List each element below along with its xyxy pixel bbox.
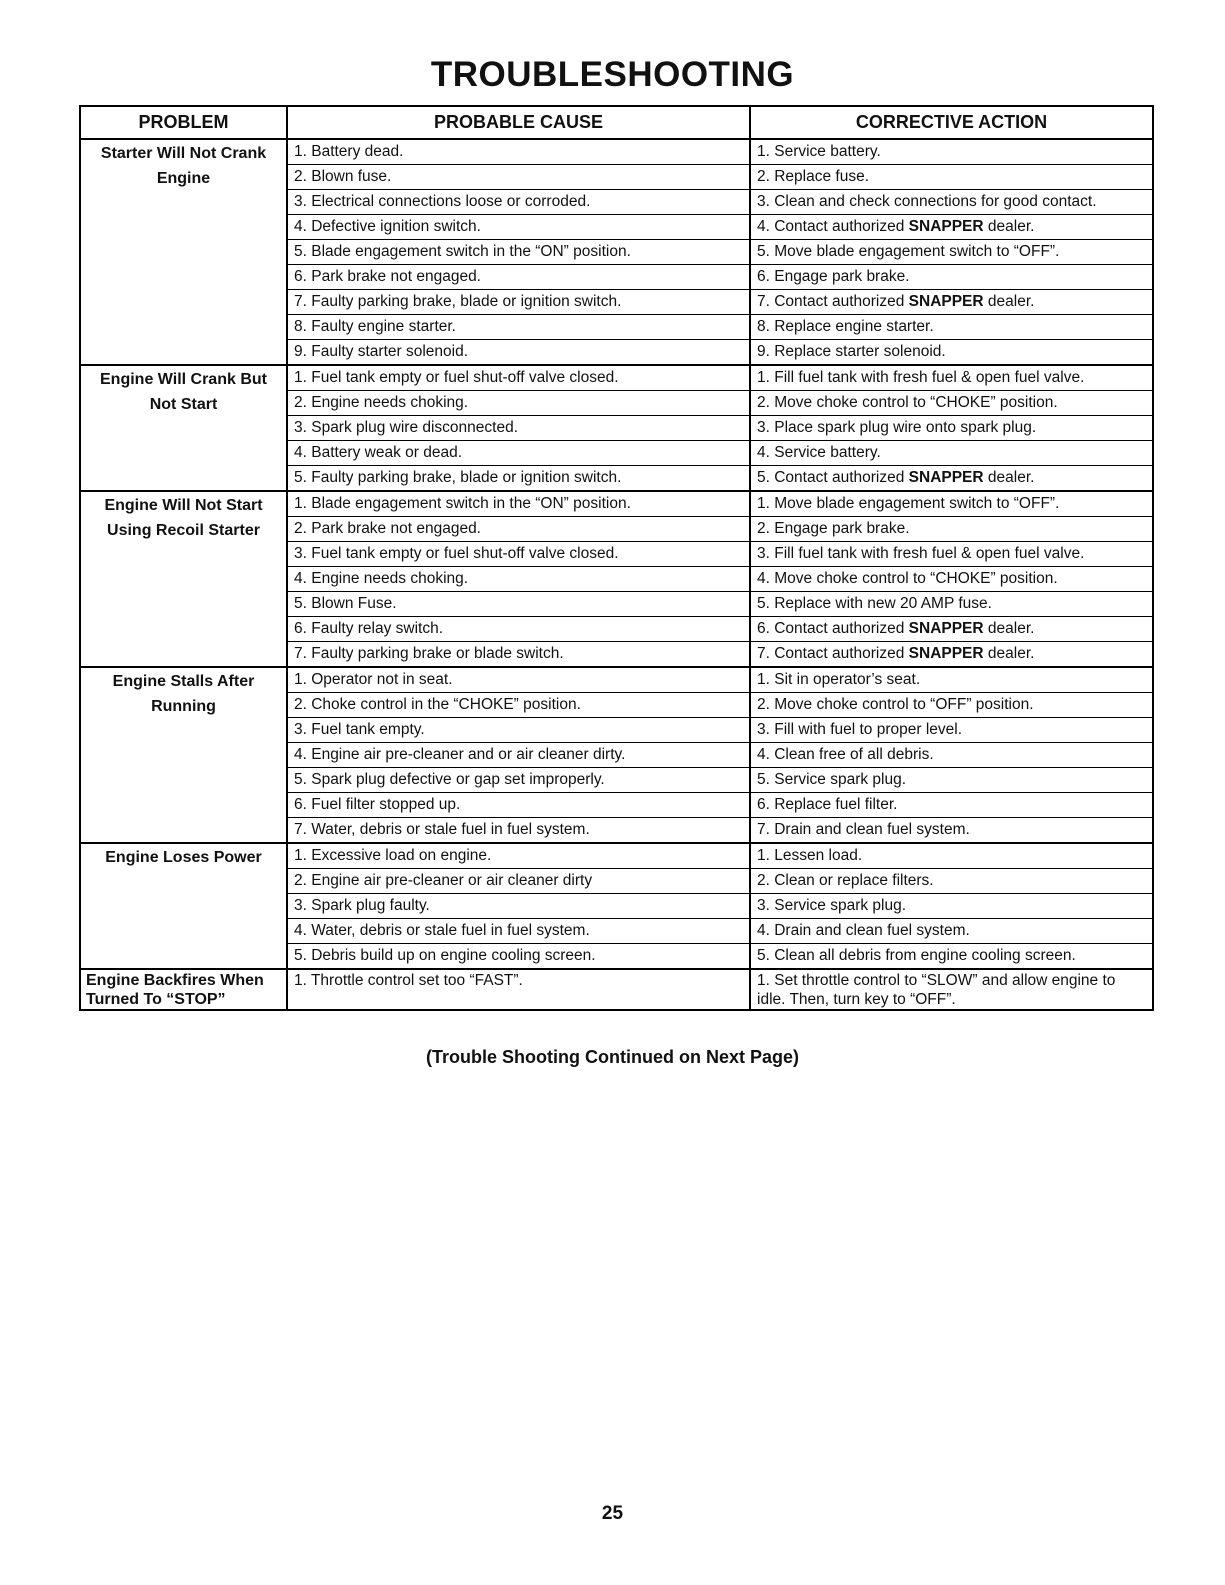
problem-label: Running: [151, 698, 216, 715]
action-text-suffix: dealer.: [983, 469, 1035, 486]
probable-cause-cell: 8. Faulty engine starter.: [287, 315, 750, 340]
corrective-action-cell: 8. Replace engine starter.: [750, 315, 1153, 340]
corrective-action-cell: [750, 466, 1153, 492]
problem-cell: [80, 365, 287, 491]
action-text: 5. Contact authorized: [757, 469, 909, 486]
action-text-suffix: dealer.: [983, 293, 1035, 310]
corrective-action-cell: 4. Clean free of all debris.: [750, 743, 1153, 768]
brand-name: SNAPPER: [908, 218, 984, 235]
corrective-action-cell: 1. Set throttle control to “SLOW” and allow engine to idle. Then, turn key to “OFF”.: [750, 969, 1153, 1010]
problem-label: Engine Loses Power: [105, 849, 262, 866]
corrective-action-cell: 3. Place spark plug wire onto spark plug.: [750, 416, 1153, 441]
action-text-suffix: dealer.: [983, 218, 1035, 235]
corrective-action-cell: [750, 642, 1153, 668]
brand-name: SNAPPER: [908, 645, 984, 662]
probable-cause-cell: 4. Defective ignition switch.: [287, 215, 750, 240]
corrective-action-cell: [750, 215, 1153, 240]
action-text-suffix: dealer.: [983, 620, 1035, 637]
corrective-action-cell: 4. Drain and clean fuel system.: [750, 919, 1153, 944]
corrective-action-cell: 5. Service spark plug.: [750, 768, 1153, 793]
problem-label: Not Start: [149, 396, 218, 413]
table-row: [80, 491, 1153, 517]
problem-cell: [80, 139, 287, 365]
probable-cause-cell: 7. Water, debris or stale fuel in fuel system.: [287, 818, 750, 844]
corrective-action-cell: 3. Fill with fuel to proper level.: [750, 718, 1153, 743]
action-text: 7. Contact authorized: [757, 645, 909, 662]
corrective-action-cell: 2. Replace fuse.: [750, 165, 1153, 190]
probable-cause-cell: 4. Water, debris or stale fuel in fuel system.: [287, 919, 750, 944]
probable-cause-cell: 3. Fuel tank empty.: [287, 718, 750, 743]
problem-label: Turned To “STOP”: [86, 991, 226, 1008]
header-problem: PROBLEM: [80, 106, 287, 139]
probable-cause-cell: 1. Excessive load on engine.: [287, 843, 750, 869]
corrective-action-cell: 2. Clean or replace filters.: [750, 869, 1153, 894]
corrective-action-cell: 5. Clean all debris from engine cooling screen.: [750, 944, 1153, 970]
probable-cause-cell: 3. Spark plug wire disconnected.: [287, 416, 750, 441]
corrective-action-cell: 2. Engage park brake.: [750, 517, 1153, 542]
page-title: TROUBLESHOOTING: [430, 55, 795, 94]
problem-label: Engine Backfires When: [86, 972, 264, 989]
header-probable-cause: PROBABLE CAUSE: [287, 106, 750, 139]
corrective-action-cell: 4. Service battery.: [750, 441, 1153, 466]
problem-label: Engine Will Not Start: [104, 497, 263, 514]
probable-cause-cell: 6. Fuel filter stopped up.: [287, 793, 750, 818]
table-body: [80, 139, 1153, 1010]
probable-cause-cell: 9. Faulty starter solenoid.: [287, 340, 750, 366]
corrective-action-cell: 1. Move blade engagement switch to “OFF”.: [750, 491, 1153, 517]
probable-cause-cell: 1. Operator not in seat.: [287, 667, 750, 693]
corrective-action-cell: 1. Lessen load.: [750, 843, 1153, 869]
corrective-action-cell: 5. Move blade engagement switch to “OFF”.: [750, 240, 1153, 265]
corrective-action-cell: 9. Replace starter solenoid.: [750, 340, 1153, 366]
page-number: 25: [601, 1503, 624, 1524]
table-row: [80, 969, 1153, 1010]
troubleshooting-table: [79, 105, 1154, 1011]
corrective-action-cell: 2. Move choke control to “CHOKE” position.: [750, 391, 1153, 416]
probable-cause-cell: 5. Blown Fuse.: [287, 592, 750, 617]
corrective-action-cell: 5. Replace with new 20 AMP fuse.: [750, 592, 1153, 617]
corrective-action-cell: 2. Move choke control to “OFF” position.: [750, 693, 1153, 718]
corrective-action-cell: 1. Fill fuel tank with fresh fuel & open fuel valve.: [750, 365, 1153, 391]
probable-cause-cell: 2. Engine air pre-cleaner or air cleaner dirty: [287, 869, 750, 894]
probable-cause-cell: 4. Engine needs choking.: [287, 567, 750, 592]
probable-cause-cell: 6. Park brake not engaged.: [287, 265, 750, 290]
table-header-row: [80, 106, 1153, 139]
probable-cause-cell: 1. Battery dead.: [287, 139, 750, 165]
corrective-action-cell: 3. Service spark plug.: [750, 894, 1153, 919]
corrective-action-cell: 1. Sit in operator’s seat.: [750, 667, 1153, 693]
probable-cause-cell: 7. Faulty parking brake or blade switch.: [287, 642, 750, 668]
corrective-action-cell: 6. Engage park brake.: [750, 265, 1153, 290]
action-text: 4. Contact authorized: [757, 218, 909, 235]
probable-cause-cell: 5. Spark plug defective or gap set improperly.: [287, 768, 750, 793]
probable-cause-cell: 7. Faulty parking brake, blade or ignition switch.: [287, 290, 750, 315]
problem-label: Engine: [156, 170, 211, 187]
probable-cause-cell: 6. Faulty relay switch.: [287, 617, 750, 642]
probable-cause-cell: 4. Engine air pre-cleaner and or air cleaner dirty.: [287, 743, 750, 768]
probable-cause-cell: 5. Faulty parking brake, blade or ignition switch.: [287, 466, 750, 492]
brand-name: SNAPPER: [908, 293, 984, 310]
problem-cell: [80, 667, 287, 843]
probable-cause-cell: 2. Choke control in the “CHOKE” position.: [287, 693, 750, 718]
problem-cell: [80, 491, 287, 667]
corrective-action-cell: 4. Move choke control to “CHOKE” position.: [750, 567, 1153, 592]
brand-name: SNAPPER: [908, 620, 984, 637]
corrective-action-cell: 6. Replace fuel filter.: [750, 793, 1153, 818]
probable-cause-cell: 2. Blown fuse.: [287, 165, 750, 190]
probable-cause-cell: 2. Park brake not engaged.: [287, 517, 750, 542]
action-text: 6. Contact authorized: [757, 620, 909, 637]
probable-cause-cell: 3. Spark plug faulty.: [287, 894, 750, 919]
header-corrective-action: CORRECTIVE ACTION: [750, 106, 1153, 139]
corrective-action-cell: 1. Service battery.: [750, 139, 1153, 165]
probable-cause-cell: 5. Blade engagement switch in the “ON” position.: [287, 240, 750, 265]
probable-cause-cell: 3. Electrical connections loose or corroded.: [287, 190, 750, 215]
probable-cause-cell: 5. Debris build up on engine cooling screen.: [287, 944, 750, 970]
probable-cause-cell: 1. Throttle control set too “FAST”.: [287, 969, 750, 1010]
problem-label: Using Recoil Starter: [107, 522, 260, 539]
corrective-action-cell: 3. Fill fuel tank with fresh fuel & open fuel valve.: [750, 542, 1153, 567]
probable-cause-cell: 1. Fuel tank empty or fuel shut-off valve closed.: [287, 365, 750, 391]
table-row: [80, 139, 1153, 165]
problem-label: Engine Stalls After: [112, 673, 255, 690]
continued-note: (Trouble Shooting Continued on Next Page): [426, 1047, 799, 1067]
problem-cell: [80, 969, 287, 1010]
action-text-suffix: dealer.: [983, 645, 1035, 662]
probable-cause-cell: 4. Battery weak or dead.: [287, 441, 750, 466]
problem-label: Engine Will Crank But: [100, 371, 267, 388]
problem-label: Starter Will Not Crank: [100, 145, 267, 162]
corrective-action-cell: [750, 290, 1153, 315]
action-text: 7. Contact authorized: [757, 293, 909, 310]
table-row: [80, 843, 1153, 869]
problem-cell: [80, 843, 287, 969]
brand-name: SNAPPER: [908, 469, 984, 486]
corrective-action-cell: 3. Clean and check connections for good contact.: [750, 190, 1153, 215]
table-row: [80, 365, 1153, 391]
probable-cause-cell: 3. Fuel tank empty or fuel shut-off valve closed.: [287, 542, 750, 567]
probable-cause-cell: 2. Engine needs choking.: [287, 391, 750, 416]
probable-cause-cell: 1. Blade engagement switch in the “ON” position.: [287, 491, 750, 517]
corrective-action-cell: [750, 617, 1153, 642]
corrective-action-cell: 7. Drain and clean fuel system.: [750, 818, 1153, 844]
table-row: [80, 667, 1153, 693]
